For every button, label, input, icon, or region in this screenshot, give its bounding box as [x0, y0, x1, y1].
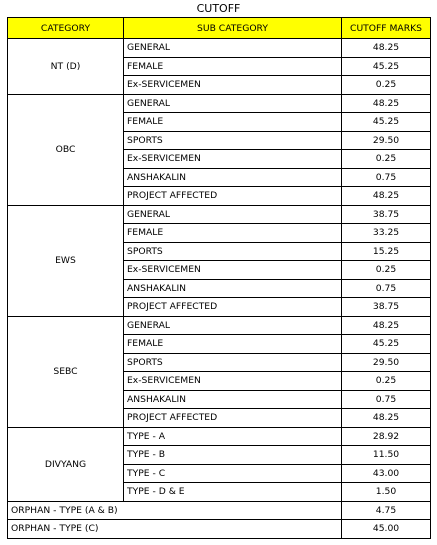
cutoff-mark-cell: 48.25	[342, 409, 431, 428]
sub-category-cell: GENERAL	[124, 94, 342, 113]
sub-category-cell: ANSHAKALIN	[124, 168, 342, 187]
sub-category-cell: PROJECT AFFECTED	[124, 409, 342, 428]
cutoff-table	[7, 17, 431, 539]
cutoff-mark-cell: 4.75	[342, 501, 431, 520]
sub-category-cell: PROJECT AFFECTED	[124, 187, 342, 206]
cutoff-mark-cell: 48.25	[342, 94, 431, 113]
sub-category-cell: SPORTS	[124, 131, 342, 150]
table-row	[8, 501, 431, 520]
table-row	[8, 94, 431, 113]
cutoff-mark-cell: 0.75	[342, 279, 431, 298]
header-sub-category: SUB CATEGORY	[124, 18, 342, 39]
cutoff-mark-cell: 29.50	[342, 131, 431, 150]
sub-category-cell: Ex-SERVICEMEN	[124, 372, 342, 391]
cutoff-mark-cell: 0.25	[342, 76, 431, 95]
cutoff-mark-cell: 0.25	[342, 150, 431, 169]
header-category: CATEGORY	[8, 18, 124, 39]
table-row	[8, 205, 431, 224]
cutoff-mark-cell: 45.25	[342, 57, 431, 76]
cutoff-mark-cell: 0.75	[342, 390, 431, 409]
cutoff-mark-cell: 38.75	[342, 298, 431, 317]
category-cell: NT (D)	[8, 39, 124, 95]
cutoff-mark-cell: 48.25	[342, 39, 431, 58]
cutoff-mark-cell: 11.50	[342, 446, 431, 465]
category-cell: DIVYANG	[8, 427, 124, 501]
cutoff-mark-cell: 0.25	[342, 261, 431, 280]
cutoff-mark-cell: 45.00	[342, 520, 431, 539]
category-cell: OBC	[8, 94, 124, 205]
sub-category-cell: TYPE - B	[124, 446, 342, 465]
sub-category-cell: ANSHAKALIN	[124, 390, 342, 409]
cutoff-mark-cell: 48.25	[342, 187, 431, 206]
sub-category-cell: FEMALE	[124, 335, 342, 354]
sub-category-cell: Ex-SERVICEMEN	[124, 150, 342, 169]
cutoff-mark-cell: 45.25	[342, 113, 431, 132]
sub-category-cell: GENERAL	[124, 39, 342, 58]
sub-category-cell: TYPE - A	[124, 427, 342, 446]
sub-category-cell: ANSHAKALIN	[124, 279, 342, 298]
category-cell: SEBC	[8, 316, 124, 427]
table-row	[8, 427, 431, 446]
table-row	[8, 39, 431, 58]
sub-category-cell: FEMALE	[124, 57, 342, 76]
category-cell: ORPHAN - TYPE (C)	[8, 520, 342, 539]
sub-category-cell: FEMALE	[124, 113, 342, 132]
cutoff-mark-cell: 28.92	[342, 427, 431, 446]
header-row	[8, 18, 431, 39]
sub-category-cell: TYPE - D & E	[124, 483, 342, 502]
category-cell: ORPHAN - TYPE (A & B)	[8, 501, 342, 520]
sub-category-cell: GENERAL	[124, 316, 342, 335]
cutoff-mark-cell: 1.50	[342, 483, 431, 502]
page-title: CUTOFF	[196, 2, 241, 15]
cutoff-mark-cell: 0.25	[342, 372, 431, 391]
table-body	[8, 39, 431, 539]
table-row	[8, 520, 431, 539]
table-row	[8, 316, 431, 335]
cutoff-mark-cell: 43.00	[342, 464, 431, 483]
header-cutoff-marks: CUTOFF MARKS	[342, 18, 431, 39]
cutoff-mark-cell: 15.25	[342, 242, 431, 261]
cutoff-mark-cell: 45.25	[342, 335, 431, 354]
cutoff-mark-cell: 38.75	[342, 205, 431, 224]
sub-category-cell: SPORTS	[124, 242, 342, 261]
sub-category-cell: PROJECT AFFECTED	[124, 298, 342, 317]
cutoff-mark-cell: 33.25	[342, 224, 431, 243]
cutoff-mark-cell: 0.75	[342, 168, 431, 187]
sub-category-cell: FEMALE	[124, 224, 342, 243]
sub-category-cell: TYPE - C	[124, 464, 342, 483]
cutoff-mark-cell: 48.25	[342, 316, 431, 335]
sub-category-cell: GENERAL	[124, 205, 342, 224]
sub-category-cell: Ex-SERVICEMEN	[124, 76, 342, 95]
sub-category-cell: Ex-SERVICEMEN	[124, 261, 342, 280]
sub-category-cell: SPORTS	[124, 353, 342, 372]
cutoff-mark-cell: 29.50	[342, 353, 431, 372]
category-cell: EWS	[8, 205, 124, 316]
